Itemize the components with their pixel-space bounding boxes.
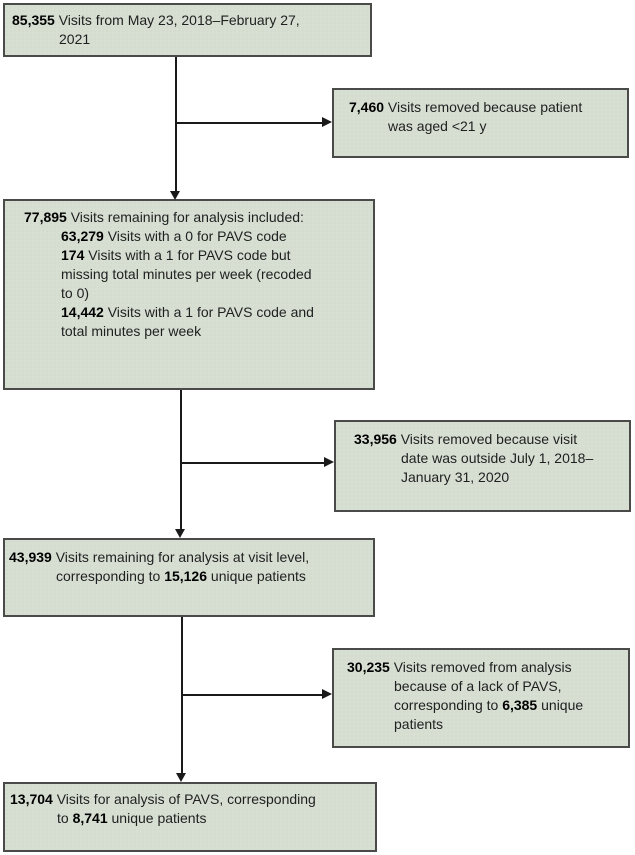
line-text: total minutes per week xyxy=(61,323,202,339)
count-value: 8,741 xyxy=(72,810,108,826)
line-text: because of a lack of PAVS, xyxy=(394,678,562,694)
line-text: Visits remaining for analysis at visit level, xyxy=(51,549,310,565)
line-text: missing total minutes per week (recoded xyxy=(61,266,312,282)
flow-box-line xyxy=(24,303,365,322)
flow-box-line xyxy=(24,322,365,341)
arrow-down-icon xyxy=(170,191,180,200)
flow-box-line xyxy=(347,715,622,734)
flow-box-line xyxy=(9,567,369,586)
connector-stem-2 xyxy=(180,390,182,529)
flow-box-remaining-pavs-breakdown xyxy=(3,199,375,390)
arrow-down-icon xyxy=(175,529,185,538)
line-text: patients xyxy=(394,716,444,732)
count-value: 15,126 xyxy=(164,568,208,584)
flow-box-line xyxy=(354,430,623,449)
flow-box-line xyxy=(24,227,365,246)
line-text: was aged <21 y xyxy=(388,118,487,134)
arrow-down-icon xyxy=(176,773,186,782)
line-text: Visits with a 0 for PAVS code xyxy=(103,228,287,244)
line-text: to xyxy=(57,810,73,826)
arrow-right-icon xyxy=(322,117,332,127)
flow-box-line xyxy=(354,468,623,487)
flow-box-line xyxy=(347,677,622,696)
line-text: Visits with a 1 for PAVS code and xyxy=(103,304,314,320)
line-text: Visits for analysis of PAVS, corresponding xyxy=(52,791,316,807)
connector-branch-2 xyxy=(180,462,324,464)
count-value: 77,895 xyxy=(24,209,67,225)
line-text: corresponding to xyxy=(56,568,165,584)
flow-box-removed-no-pavs xyxy=(332,648,630,748)
count-value: 7,460 xyxy=(349,99,385,115)
flow-box-final-pavs-analysis xyxy=(3,782,377,852)
line-text: Visits with a 1 for PAVS code but xyxy=(84,247,291,263)
line-text: unique patients xyxy=(207,568,306,584)
flow-box-total-visits xyxy=(3,3,372,57)
line-text: to 0) xyxy=(61,285,90,301)
flow-box-line xyxy=(347,696,622,715)
count-value: 30,235 xyxy=(347,659,390,675)
line-text: January 31, 2020 xyxy=(401,469,510,485)
line-text: Visits remaining for analysis included: xyxy=(66,209,304,225)
count-value: 14,442 xyxy=(61,304,104,320)
flow-box-line xyxy=(354,449,623,468)
line-text: date was outside July 1, 2018– xyxy=(401,450,594,466)
count-value: 13,704 xyxy=(10,791,53,807)
count-value: 6,385 xyxy=(502,697,538,713)
flow-box-line xyxy=(349,98,621,117)
connector-stem-1 xyxy=(175,57,177,191)
count-value: 85,355 xyxy=(12,12,55,28)
line-text: corresponding to xyxy=(394,697,503,713)
flow-box-line xyxy=(24,265,365,284)
count-value: 174 xyxy=(61,247,85,263)
flow-box-line xyxy=(347,658,622,677)
flow-box-line xyxy=(24,246,365,265)
flow-box-removed-age xyxy=(332,88,629,158)
flow-box-removed-date-range xyxy=(334,420,631,512)
line-text: Visits removed because patient xyxy=(384,99,583,115)
connector-branch-1 xyxy=(175,122,322,124)
connector-branch-3 xyxy=(181,694,322,696)
flow-box-line xyxy=(10,790,369,809)
line-text: unique xyxy=(537,697,584,713)
count-value: 43,939 xyxy=(9,549,52,565)
line-text: 2021 xyxy=(59,31,91,47)
flow-box-line xyxy=(9,548,369,567)
flow-box-line xyxy=(349,117,621,136)
arrow-right-icon xyxy=(322,689,332,699)
count-value: 33,956 xyxy=(354,431,397,447)
flow-box-visit-level-analysis xyxy=(3,538,375,617)
arrow-right-icon xyxy=(324,457,334,467)
count-value: 63,279 xyxy=(61,228,104,244)
line-text: Visits removed because visit xyxy=(396,431,578,447)
flow-box-line xyxy=(10,809,369,828)
flow-box-line xyxy=(12,30,362,49)
line-text: unique patients xyxy=(107,810,207,826)
flow-box-line xyxy=(12,11,362,30)
line-text: Visits from May 23, 2018–February 27, xyxy=(54,12,300,28)
flow-box-line xyxy=(24,284,365,303)
flow-box-line xyxy=(24,208,365,227)
line-text: Visits removed from analysis xyxy=(389,659,572,675)
